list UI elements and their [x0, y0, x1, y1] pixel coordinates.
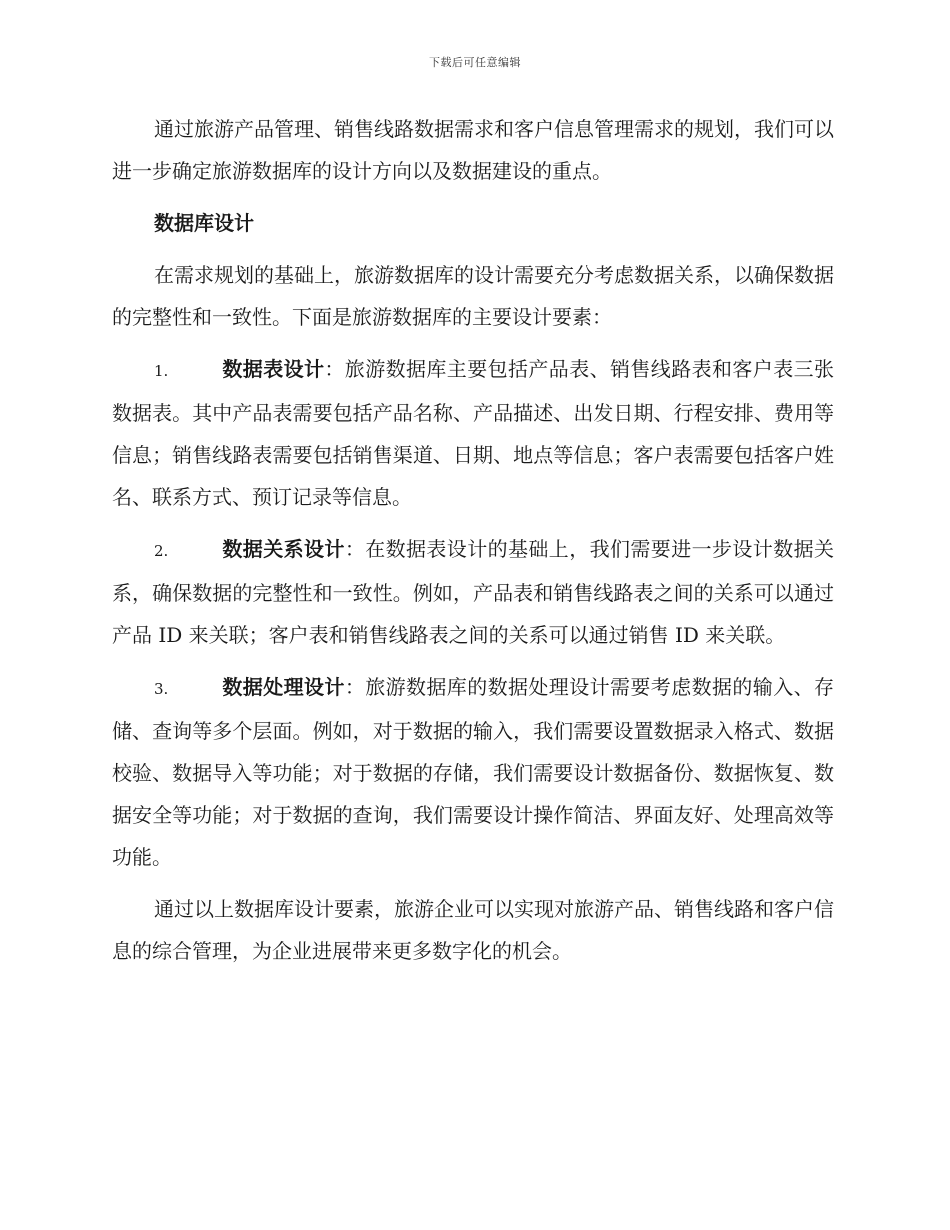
- intro-paragraph: 通过旅游产品管理、销售线路数据需求和客户信息管理需求的规划，我们可以进一步确定旅游数据库的设计方向以及数据建设的重点。: [112, 117, 834, 183]
- list-item: [112, 666, 834, 878]
- list-item-title: 数据表设计: [222, 357, 325, 381]
- document-body: [112, 108, 834, 972]
- conclusion-paragraph: 通过以上数据库设计要素，旅游企业可以实现对旅游产品、销售线路和客户信息的综合管理，为企业进展带来更多数字化的机会。: [112, 897, 834, 963]
- list-item-number: 3.: [154, 680, 169, 698]
- list-item-number: 2.: [154, 542, 169, 560]
- section-heading: 数据库设计: [154, 211, 254, 235]
- list-item-title: 数据关系设计: [222, 537, 345, 561]
- list-item-text: ：旅游数据库的数据处理设计需要考虑数据的输入、存储、查询等多个层面。例如，对于数据的输入，我们需要设置数据录入格式、数据校验、数据导入等功能；对于数据的存储，我们需要设计数据备份、数据恢复、数据安全等功能；对于数据的查询，我们需要设计操作简洁、界面友好、处理高效等功能。: [112, 675, 835, 869]
- page-header-note: 下载后可任意编辑: [429, 56, 521, 69]
- list-item: [112, 528, 834, 656]
- list-item-title: 数据处理设计: [222, 675, 345, 699]
- list-item-text: ：旅游数据库主要包括产品表、销售线路表和客户表三张数据表。其中产品表需要包括产品名称、产品描述、出发日期、行程安排、费用等信息；销售线路表需要包括销售渠道、日期、地点等信息；客户表需要包括客户姓名、联系方式、预订记录等信息。: [112, 357, 835, 509]
- list-item-text: ：在数据表设计的基础上，我们需要进一步设计数据关系，确保数据的完整性和一致性。例如，产品表和销售线路表之间的关系可以通过产品 ID 来关联；客户表和销售线路表之间的关系可以通过销售 ID 来关联。: [112, 537, 835, 647]
- lead-paragraph: 在需求规划的基础上，旅游数据库的设计需要充分考虑数据关系，以确保数据的完整性和一致性。下面是旅游数据库的主要设计要素：: [112, 263, 834, 329]
- list-item-number: 1.: [154, 362, 169, 380]
- list-item: [112, 348, 834, 518]
